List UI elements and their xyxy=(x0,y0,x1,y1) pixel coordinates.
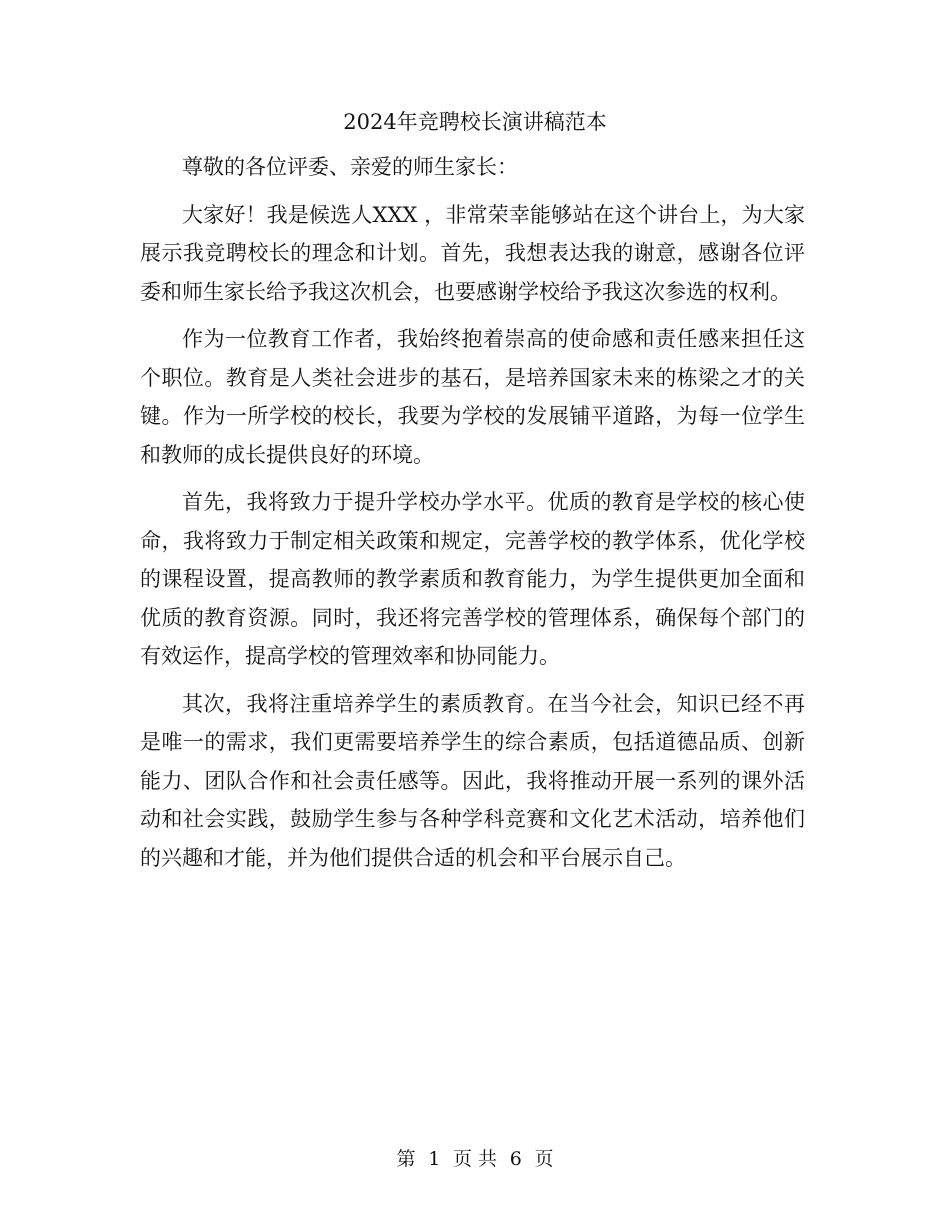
footer-prefix: 第 xyxy=(396,1148,416,1170)
page-footer xyxy=(0,1146,950,1172)
paragraph-1: 大家好！我是候选人XXX ，非常荣幸能够站在这个讲台上，为大家展示我竞聘校长的理念和计划。首先，我想表达我的谢意，感谢各位评委和师生家长给予我这次机会，也要感谢学校给予我这次参选的权利。 xyxy=(140,202,805,304)
footer-middle: 页 共 xyxy=(452,1148,498,1170)
document-body xyxy=(140,148,805,877)
footer-current-page: 1 xyxy=(428,1148,441,1170)
document-title: 2024年竞聘校长演讲稿范本 xyxy=(343,110,607,134)
paragraph-4: 其次，我将注重培养学生的素质教育。在当今社会，知识已经不再是唯一的需求，我们更需要培养学生的综合素质，包括道德品质、创新能力、团队合作和社会责任感等。因此，我将推动开展一系列的课外活动和社会实践，鼓励学生参与各种学科竞赛和文化艺术活动，培养他们的兴趣和才能，并为他们提供合适的机会和平台展示自己。 xyxy=(140,691,805,870)
footer-total-pages: 6 xyxy=(509,1148,522,1170)
paragraph-3: 首先，我将致力于提升学校办学水平。优质的教育是学校的核心使命，我将致力于制定相关政策和规定，完善学校的教学体系，优化学校的课程设置，提高教师的教学素质和教育能力，为学生提供更加全面和优质的教育资源。同时，我还将完善学校的管理体系，确保每个部门的有效运作，提高学校的管理效率和协同能力。 xyxy=(140,490,805,668)
greeting-line: 尊敬的各位评委、亲爱的师生家长： xyxy=(182,155,518,179)
footer-suffix: 页 xyxy=(534,1148,554,1170)
paragraph-2: 作为一位教育工作者，我始终抱着崇高的使命感和责任感来担任这个职位。教育是人类社会进步的基石，是培养国家未来的栋梁之才的关键。作为一所学校的校长，我要为学校的发展铺平道路，为每一位学生和教师的成长提供良好的环境。 xyxy=(140,327,805,467)
